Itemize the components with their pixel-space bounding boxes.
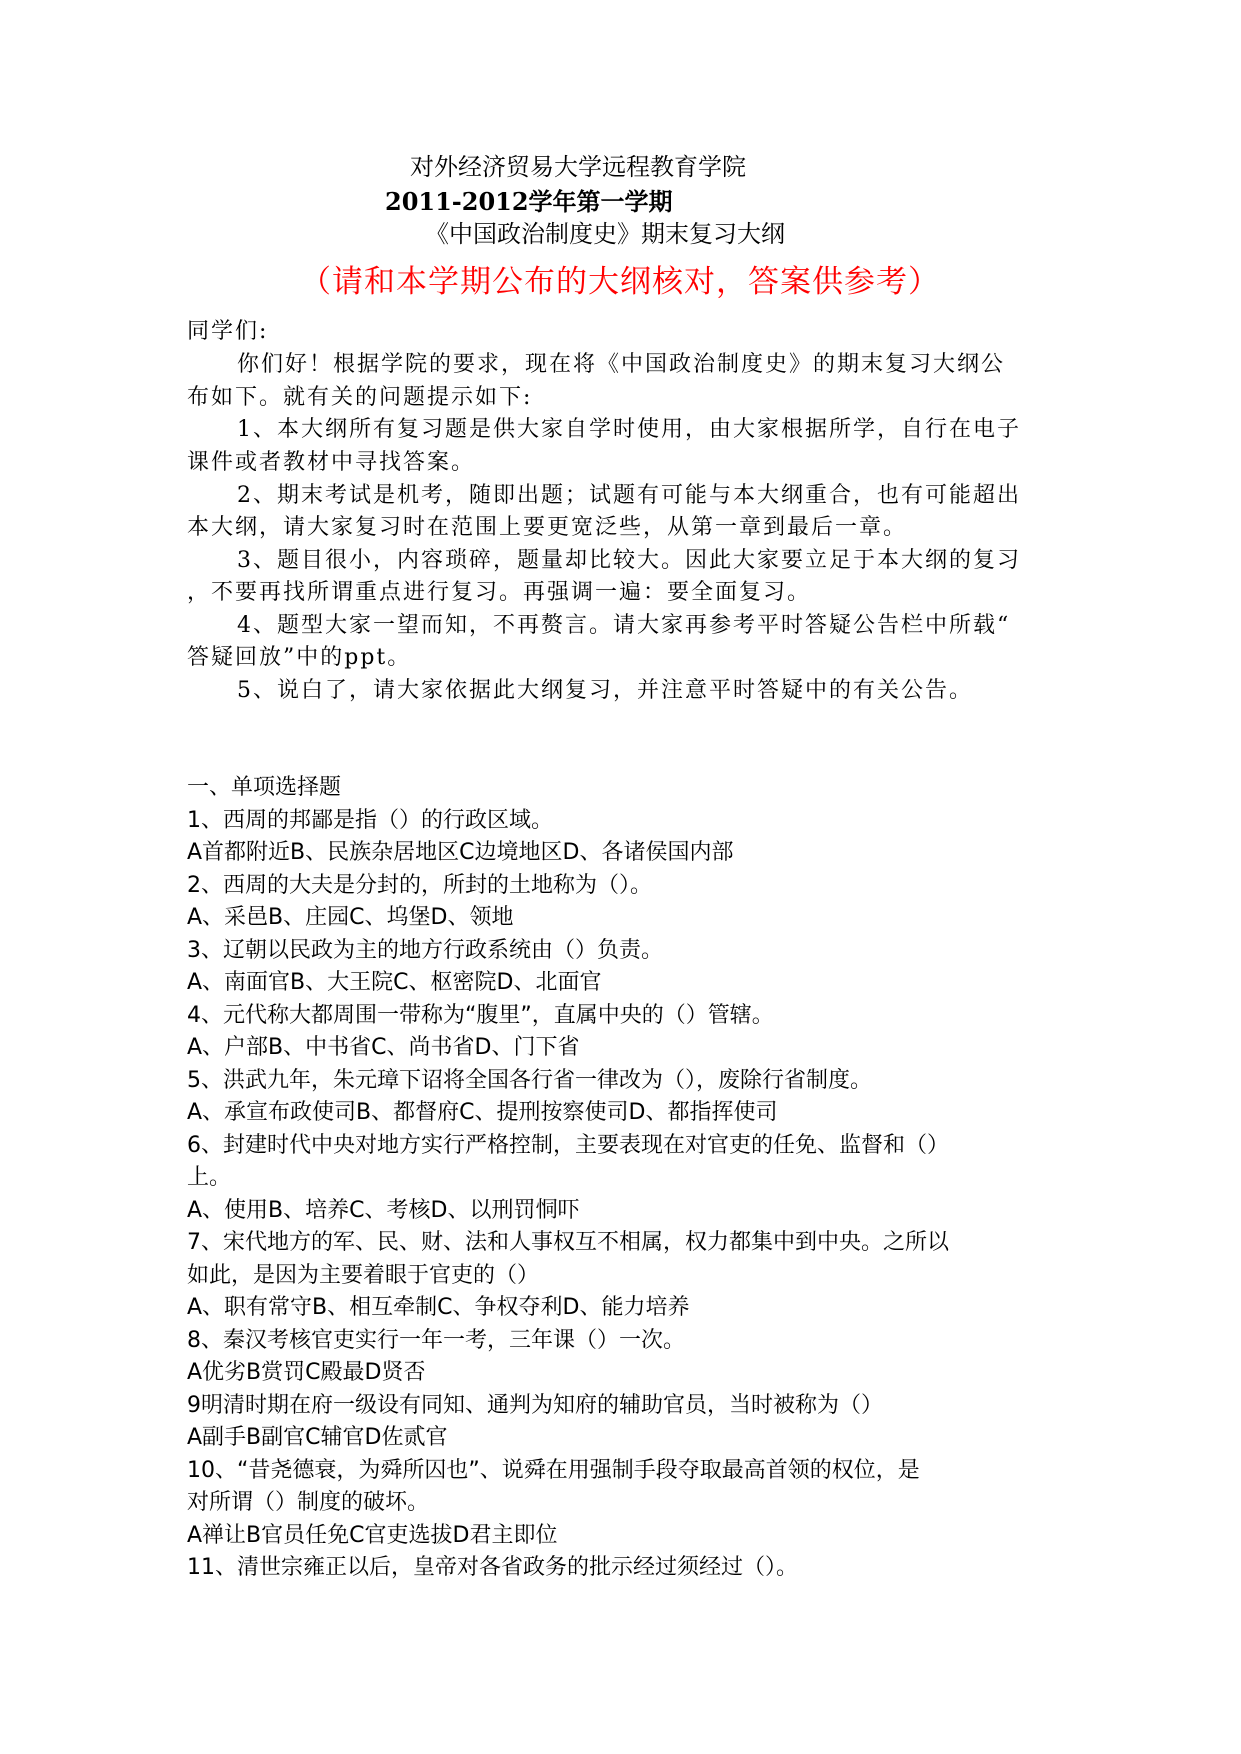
question-line: 6、封建时代中央对地方实行严格控制，主要表现在对官吏的任免、监督和（）: [187, 1133, 949, 1158]
school-name: 对外经济贸易大学远程教育学院: [410, 153, 746, 181]
question-line: 如此，是因为主要着眼于官吏的（）: [187, 1263, 540, 1288]
question-line: 4、元代称大都周围一带称为“腹里”，直属中央的（）管辖。: [187, 1003, 774, 1028]
question-line: 1、西周的邦鄙是指（）的行政区域。: [187, 808, 553, 833]
intro-line: 答疑回放”中的ppt。: [187, 645, 412, 670]
question-line: 2、西周的大夫是分封的，所封的土地称为（）。: [187, 873, 652, 898]
question-line: A、使用B、培养C、考核D、以刑罚恫吓: [187, 1198, 580, 1223]
intro-line: 本大纲，请大家复习时在范围上要更宽泛些，从第一章到最后一章。: [187, 515, 908, 540]
question-line: A、职有常守B、相互牵制C、争权夺利D、能力培养: [187, 1295, 690, 1320]
intro-line: 5、说白了，请大家依据此大纲复习，并注意平时答疑中的有关公告。: [237, 678, 973, 703]
course-title: 《中国政治制度史》期末复习大纲: [425, 220, 785, 248]
question-line: A首都附近B、民族杂居地区C边境地区D、各诸侯国内部: [187, 840, 734, 865]
question-line: A、户部B、中书省C、尚书省D、门下省: [187, 1035, 580, 1060]
question-line: 7、宋代地方的军、民、财、法和人事权互不相属，权力都集中到中央。之所以: [187, 1230, 949, 1255]
intro-line: 布如下。就有关的问题提示如下:: [187, 385, 533, 410]
intro-line: 你们好！根据学院的要求，现在将《中国政治制度史》的期末复习大纲公: [237, 352, 1006, 377]
question-line: A、南面官B、大王院C、枢密院D、北面官: [187, 970, 602, 995]
intro-line: ，不要再找所谓重点进行复习。再强调一遍：要全面复习。: [187, 580, 812, 605]
question-line: 9明清时期在府一级设有同知、通判为知府的辅助官员，当时被称为（）: [187, 1393, 883, 1418]
question-line: A、承宣布政使司B、都督府C、提刑按察使司D、都指挥使司: [187, 1100, 778, 1125]
question-line: A副手B副官C辅官D佐贰官: [187, 1425, 448, 1450]
term-title: 2011-2012学年第一学期: [385, 187, 673, 216]
question-line: 5、洪武九年，朱元璋下诏将全国各行省一律改为（），废除行省制度。: [187, 1068, 872, 1093]
intro-line: 课件或者教材中寻找答案。: [187, 450, 476, 475]
question-line: A、采邑B、庄园C、坞堡D、领地: [187, 905, 514, 930]
question-line: 8、秦汉考核官吏实行一年一考，三年课（）一次。: [187, 1328, 685, 1353]
question-line: A优劣B赏罚C殿最D贤否: [187, 1360, 426, 1385]
question-line: 11、清世宗雍正以后，皇帝对各省政务的批示经过须经过（）。: [187, 1555, 798, 1580]
question-line: 对所谓（）制度的破坏。: [187, 1490, 430, 1515]
intro-line: 1、本大纲所有复习题是供大家自学时使用，由大家根据所学，自行在电子: [237, 417, 1021, 442]
question-line: 上。: [187, 1165, 232, 1190]
question-line: A禅让B官员任免C官吏选拔D君主即位: [187, 1523, 558, 1548]
intro-line: 3、题目很小，内容琐碎，题量却比较大。因此大家要立足于本大纲的复习: [237, 548, 1021, 573]
salutation: 同学们:: [187, 319, 269, 344]
question-line: 10、“昔尧德衰，为舜所囚也”、说舜在用强制手段夺取最高首领的权位，是: [187, 1458, 920, 1483]
question-line: 3、辽朝以民政为主的地方行政系统由（）负责。: [187, 938, 663, 963]
intro-line: 4、题型大家一望而知，不再赘言。请大家再参考平时答疑公告栏中所载“: [237, 613, 1011, 638]
section-heading: 一、单项选择题: [187, 775, 342, 800]
intro-line: 2、期末考试是机考，随即出题；试题有可能与本大纲重合，也有可能超出: [237, 483, 1021, 508]
notice-red: （请和本学期公布的大纲核对，答案供参考）: [300, 264, 940, 300]
